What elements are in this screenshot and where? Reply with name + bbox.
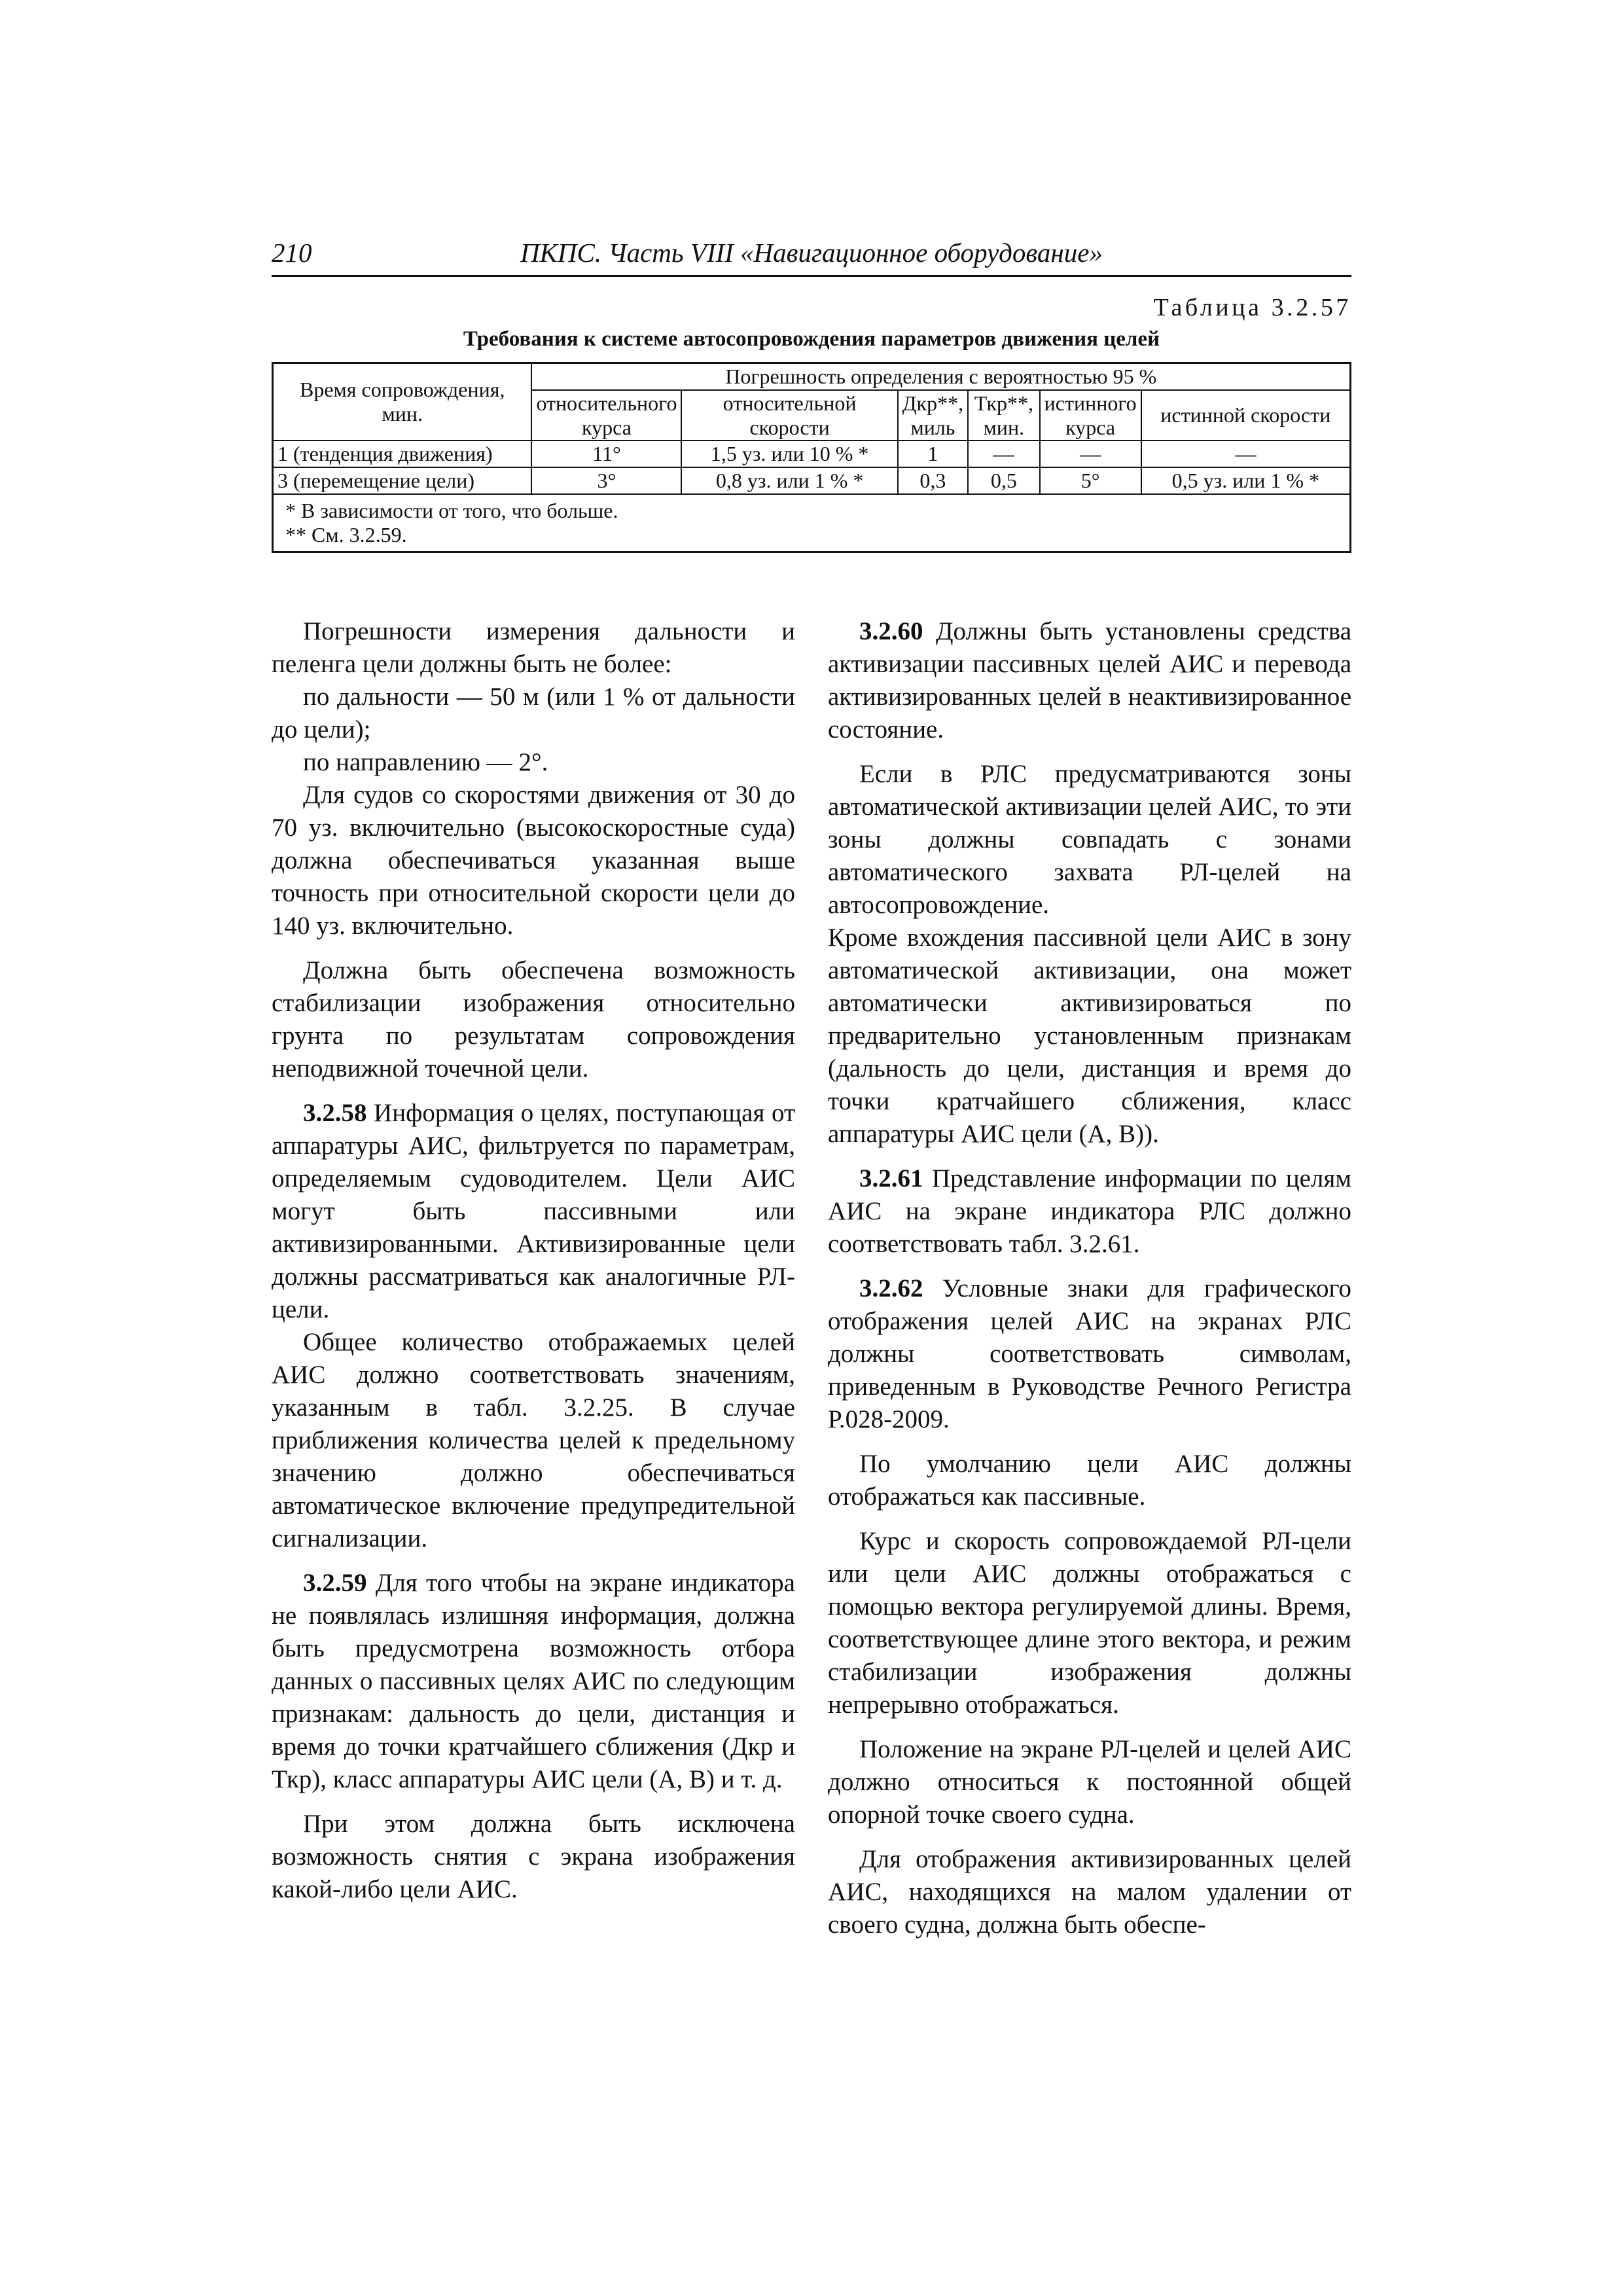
paragraph: Если в РЛС предусматриваются зоны автоматической активизации целей АИС, то эти зоны должны совпадать с зонами автоматического захвата РЛ-целей на автосопровождение. (828, 760, 1351, 919)
running-title: ПКПС. Часть VIII «Навигационное оборудование» (520, 238, 1103, 268)
cell-rel-speed: 0,8 уз. или 1 % * (681, 467, 897, 494)
paragraph: По умолчанию цели АИС должны отображаться как пассивные. (828, 1450, 1351, 1511)
cell-dcpa: 1 (898, 440, 968, 467)
header-accuracy: Погрешность определения с вероятностью 95 % (531, 363, 1350, 390)
paragraph-3-2-61 (828, 1162, 1351, 1261)
section-number: 3.2.58 (303, 1099, 367, 1127)
paragraph-3-2-58 (272, 1097, 795, 1326)
table-title: Требования к системе автосопровождения параметров движения целей (463, 327, 1160, 351)
paragraph-3-2-60 (828, 615, 1351, 746)
paragraph-text: Должны быть установлены средства активизации пассивных целей АИС и перевода активизированных целей в неактивизированное состояние. (828, 617, 1351, 744)
paragraph: по дальности — 50 м (или 1 % от дальности до цели); (272, 683, 795, 744)
table-note: ** См. 3.2.59. (285, 522, 407, 547)
paragraph-text: Информация о целях, поступающая от аппаратуры АИС, фильтруется по параметрам, определяемым судоводителем. Цели АИС могут быть пассивными или активизированными. Активизированные цели должны рассматриваться как аналогичные РЛ-цели. (272, 1099, 795, 1323)
cell-rel-course: 11° (531, 440, 681, 467)
left-column (272, 615, 795, 1906)
cell-tcpa: 0,5 (968, 467, 1040, 494)
paragraph: Положение на экране РЛ-целей и целей АИС должно относиться к постоянной общей опорной точке своего судна. (828, 1735, 1351, 1829)
paragraph: Для судов со скоростями движения от 30 до 70 уз. включительно (высокоскоростные суда) должна обеспечиваться указанная выше точность при относительной скорости цели до 140 уз. включительно. (272, 781, 795, 940)
table-row (273, 467, 1351, 494)
paragraph: Для отображения активизированных целей АИС, находящихся на малом удалении от своего судна, должна быть обеспе- (828, 1845, 1351, 1939)
paragraph: При этом должна быть исключена возможность снятия с экрана изображения какой-либо цели АИС. (272, 1810, 795, 1903)
paragraph: по направлению — 2°. (303, 748, 548, 776)
header-time: Время сопровождения, мин. (273, 363, 532, 441)
table-note: * В зависимости от того, что больше. (285, 498, 618, 522)
page-number: 210 (272, 238, 312, 268)
paragraph: Общее количество отображаемых целей АИС должно соответствовать значениям, указанным в табл. 3.2.25. В случае приближения количества целей к предельному значению должно обеспечиваться автоматическое включение предупредительной сигнализации. (272, 1328, 795, 1552)
paragraph-text: Представление информации по целям АИС на экране индикатора РЛС должно соответствовать табл. 3.2.61. (828, 1164, 1351, 1258)
section-number: 3.2.59 (303, 1569, 367, 1597)
header-true-course: истинного курса (1040, 390, 1141, 441)
section-number: 3.2.62 (859, 1274, 923, 1302)
header-rel-course: относительного курса (531, 390, 681, 441)
paragraph-text: Для того чтобы на экране индикатора не появлялась излишняя информация, должна быть предусмотрена возможность отбора данных о пассивных целях АИС по следующим признакам: дальность до цели, дистанция и время до точки кратчайшего сближения (Дкр и Ткр), класс аппаратуры АИС цели (А, В) и т. д. (272, 1569, 795, 1793)
section-number: 3.2.61 (859, 1164, 923, 1193)
cell-tcpa: — (968, 440, 1040, 467)
paragraph-text: Условные знаки для графического отображения целей АИС на экранах РЛС должны соответствовать символам, приведенным в Руководстве Речного Регистра Р.028-2009. (828, 1274, 1351, 1433)
header-rel-speed: относительной скорости (681, 390, 897, 441)
paragraph: Должна быть обеспечена возможность стабилизации изображения относительно грунта по результатам сопровождения неподвижной точечной цели. (272, 956, 795, 1083)
header-true-speed: истинной скорости (1141, 390, 1351, 441)
cell-rel-course: 3° (531, 467, 681, 494)
cell-time: 3 (перемещение цели) (273, 467, 532, 494)
table-row (273, 440, 1351, 467)
header-dcpa: Дкр**, миль (898, 390, 968, 441)
paragraph: Погрешности измерения дальности и пеленга цели должны быть не более: (272, 617, 795, 678)
paragraph: Кроме вхождения пассивной цели АИС в зону автоматической активизации, она может автоматически активизироваться по предварительно установленным признакам (дальность до цели, дистанция и время до точки кратчайшего сближения, класс аппаратуры АИС цели (А, В)). (828, 924, 1351, 1148)
cell-true-speed: — (1141, 440, 1351, 467)
cell-true-course: — (1040, 440, 1141, 467)
cell-time: 1 (тенденция движения) (273, 440, 532, 467)
cell-true-speed: 0,5 уз. или 1 % * (1141, 467, 1351, 494)
table-notes (273, 494, 1351, 552)
table-caption: Таблица 3.2.57 (1153, 294, 1351, 321)
requirements-table (272, 362, 1351, 553)
cell-rel-speed: 1,5 уз. или 10 % * (681, 440, 897, 467)
cell-dcpa: 0,3 (898, 467, 968, 494)
page-header (272, 237, 1351, 277)
cell-true-course: 5° (1040, 467, 1141, 494)
paragraph: Курс и скорость сопровождаемой РЛ-цели или цели АИС должны отображаться с помощью вектора регулируемой длины. Время, соответствующее длине этого вектора, и режим стабилизации изображения должны непрерывно отображаться. (828, 1527, 1351, 1719)
section-number: 3.2.60 (859, 617, 923, 645)
paragraph-3-2-62 (828, 1272, 1351, 1436)
right-column (828, 615, 1351, 1941)
paragraph-3-2-59 (272, 1567, 795, 1796)
header-tcpa: Ткр**, мин. (968, 390, 1040, 441)
